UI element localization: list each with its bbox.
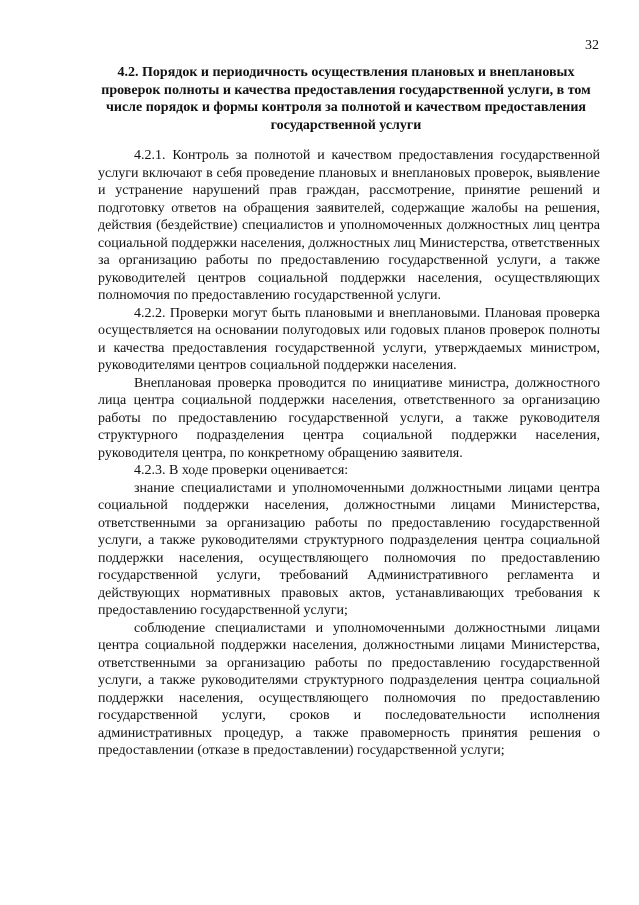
section-body xyxy=(98,147,600,760)
section-heading: 4.2. Порядок и периодичность осуществления плановых и внеплановых проверок полноты и качества предоставления государственной услуги, в том числе порядок и формы контроля за полнотой и качеством предоставления государственной услуги xyxy=(101,65,591,133)
paragraph-4-2-1: 4.2.1. Контроль за полнотой и качеством предоставления государственной услуги включают в себя проведение плановых и внеплановых проверок, выявление и устранение нарушений прав граждан, рассмотрение, принятие решений и подготовку ответов на обращения заявителей, содержащие жалобы на решения, действия (бездействие) специалистов и уполномоченных должностных лиц центра социальной поддержки населения, должностных лиц Министерства, ответственных за организацию работы по предоставлению государственной услуги, а также руководителей центров социальной поддержки населения, осуществляющих полномочия по предоставлению государственной услуги. xyxy=(98,148,600,303)
page-number: 32 xyxy=(585,38,599,53)
paragraph-compliance-item: соблюдение специалистами и уполномоченными должностными лицами центра социальной поддержки населения, должностными лицами Министерства, ответственными за организацию работы по предоставлению государственной услуги, а также руководителями структурного подразделения центра социальной поддержки населения, осуществляющего полномочия по предоставлению государственной услуги, сроков и последовательности исполнения административных процедур, а также правомерность принятия решения о предоставлении (отказе в предоставлении) государственной услуги; xyxy=(98,620,600,758)
paragraph-4-2-2: 4.2.2. Проверки могут быть плановыми и внеплановыми. Плановая проверка осуществляется на основании полугодовых или годовых планов проверок полноты и качества предоставления государственной услуги, утверждаемых министром, руководителями центров социальной поддержки населения. xyxy=(98,305,600,373)
paragraph-unscheduled-inspection: Внеплановая проверка проводится по инициативе министра, должностного лица центра социальной поддержки населения, ответственного за организацию работы по предоставлению государственной услуги, а также руководителя структурного подразделения центра социальной поддержки населения, руководителя центра, по конкретному обращению заявителя. xyxy=(98,375,600,461)
paragraph-4-2-3: 4.2.3. В ходе проверки оценивается: xyxy=(134,463,349,478)
paragraph-knowledge-item: знание специалистами и уполномоченными должностными лицами центра социальной поддержки населения, должностными лицами Министерства, ответственными за организацию работы по предоставлению государственной услуги, а также руководителями структурного подразделения центра социальной поддержки населения, осуществляющего полномочия по предоставлению государственной услуги, требований Административного регламента и действующих нормативных правовых актов, устанавливающих требования к предоставлению государственной услуги; xyxy=(98,480,600,618)
